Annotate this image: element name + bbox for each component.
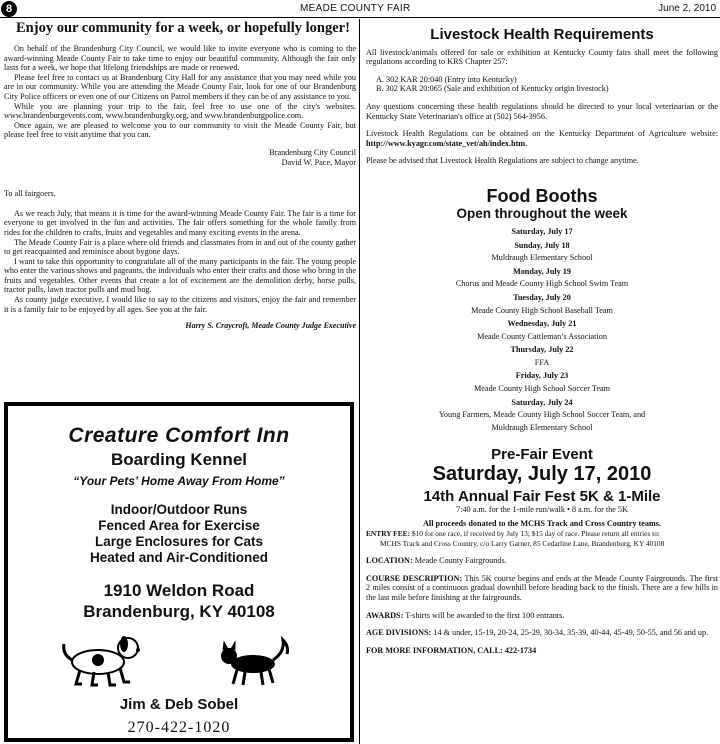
schedule-event: Muldraugh Elementary School (491, 422, 593, 432)
prefair-times: 7:40 a.m. for the 1-mile run/walk • 8 a.m. for the 5K (456, 505, 628, 515)
column-divider (359, 19, 360, 744)
livestock-intro: All livestock/animals offered for sale or exhibition at Kentucky County fairs shall meet the following regulations according to KRS Chapter 257: (366, 47, 718, 67)
regulation-item: B. 302 KAR 20:065 (Sale and exhibition of Kentucky origin livestock) (376, 84, 609, 94)
schedule-event: FFA (534, 357, 550, 367)
left-column (4, 20, 356, 331)
race-location: LOCATION: Meade County Fairgrounds. (366, 556, 507, 566)
schedule-event: Young Farmers, Meade County High School Soccer Team, and (438, 410, 646, 420)
livestock-advisory: Please be advised that Livestock Health Regulations are subject to change anytime. (366, 156, 639, 166)
schedule-day: Tuesday, July 20 (513, 292, 571, 302)
schedule-day: Friday, July 23 (515, 371, 569, 381)
regulation-item: A. 302 KAR 20:040 (Entry into Kentucky) (376, 74, 517, 84)
age-divisions: AGE DIVISIONS: 14 & under, 15-19, 20-24, 25-29, 30-34, 35-39, 40-44, 45-49, 50-55, and 56 and up. (366, 628, 709, 638)
race-awards: AWARDS: T-shirts will be awarded to the first 100 entrants. (366, 610, 565, 620)
issue-date: June 2, 2010 (658, 3, 716, 14)
ad-feature: Indoor/Outdoor Runs (110, 502, 248, 517)
schedule-day: Saturday, July 17 (511, 226, 573, 236)
judge-paragraph: As county judge executive, I would like to say to the citizens and visitors, enjoy the fair and remember it is a family fair to be enjoyed by all ages. See you at the fair. (4, 295, 356, 314)
council-paragraph: While you are planning your trip to the fair, feel free to use one of the city's websites. www.brandenburgevents.com, www.brandenburgky.org, and www.brandenburgpolice.com. (4, 101, 356, 121)
schedule-day: Sunday, July 18 (514, 240, 570, 250)
judge-paragraph: The Meade County Fair is a place where old friends and classmates from in and out of the county gather to get reacquainted and reminisce about bygone days. (4, 237, 356, 257)
council-paragraph: Please feel free to contact us at Brandenburg City Hall for any assistance that you may need while you are in our community. While you are attending the Meade County Fair, look for one of our Brandenburg City Police officers or even one of our Citizens on Patrol members if they can be of any assistance to you. (4, 72, 356, 101)
council-signature-line2: David W. Pace, Mayor (281, 157, 356, 167)
prefair-date: Saturday, July 17, 2010 (432, 463, 652, 486)
food-booths-heading: Food Booths (486, 185, 598, 206)
schedule-day: Wednesday, July 21 (507, 319, 577, 329)
schedule-day: Monday, July 19 (512, 266, 571, 276)
ad-pets-art (8, 630, 350, 692)
schedule-event: Meade County High School Soccer Team (474, 384, 610, 394)
council-signature-line1: Brandenburg City Council (269, 147, 356, 157)
judge-paragraph: I want to take this opportunity to congratulate all of the many participants in the fair. The young people who enter the various shows and pageants, the individuals who enter their crafts and those who bring in the fruits and vegetables. Other events that create a lot of excitement are the demolition derby, horse pulls, tractor pulls, lawn tractor pulls and mud bog. (4, 256, 356, 295)
council-paragraph: Once again, we are pleased to welcome you to our community to visit the Meade County Fair, but please feel free to visit anytime that you can. (4, 120, 356, 140)
schedule-event: Meade County Cattleman’s Association (477, 331, 607, 341)
ad-address (8, 580, 350, 622)
more-info: FOR MORE INFORMATION, CALL: 422-1734 (366, 645, 537, 655)
ad-feature: Fenced Area for Exercise (98, 518, 260, 533)
judge-paragraph: As we reach July, that means it is time for the award-winning Meade County Fair. The fair is a time for everyone to get involved in the fun and activities. The fair offers something for the whole family from rides for the children to crafts, fruits and vegetables and many exciting events in the arena. (4, 208, 356, 237)
schedule-event: Muldraugh Elementary School (491, 253, 593, 263)
kyagr-link[interactable]: http://www.kyagr.com/state_vet/ah/index.htm (366, 138, 526, 148)
ad-owners: Jim & Deb Sobel (119, 696, 239, 713)
livestock-heading: Livestock Health Requirements (430, 26, 654, 43)
ad-business-name: Creature Comfort Inn (68, 424, 290, 447)
prefair-donation-note: All proceeds donated to the MCHS Track and Cross Country teams. (423, 519, 661, 529)
regulation-list (366, 75, 718, 94)
right-column (366, 20, 718, 655)
ad-address-line1: 1910 Weldon Road (103, 581, 255, 600)
cat-icon (213, 632, 293, 690)
ad-feature: Heated and Air-Conditioned (90, 550, 268, 565)
food-booths-subheading: Open throughout the week (456, 205, 628, 221)
page-header (0, 0, 720, 18)
ad-tagline: “Your Pets’ Home Away From Home” (73, 474, 285, 488)
schedule-day: Saturday, July 24 (511, 397, 573, 407)
letter-greeting: To all fairgoers, (4, 189, 56, 199)
council-signature (4, 148, 356, 167)
welcome-heading: Enjoy our community for a week, or hopefully longer! (16, 20, 350, 36)
entry-fee: ENTRY FEE: $10 for one race, if received by July 13; $15 day of race. Please return all entries to: (366, 529, 660, 539)
entry-address: MCHS Track and Cross Country, c/o Larry Garner, 85 Cedarline Lane, Brandenburg, KY 40108 (380, 538, 665, 548)
course-description: COURSE DESCRIPTION: This 5K course begins and ends at the Meade County Fairgrounds. The first 2 miles consist of a continuous gradual downhill before heading back to the finish. There are a few hills in the last mile before finishing at the fairgrounds. (366, 573, 718, 602)
judge-signature: Harry S. Craycroft, Meade County Judge Executive (185, 321, 356, 331)
schedule-event: Meade County High School Baseball Team (471, 305, 613, 315)
schedule-day: Thursday, July 22 (510, 345, 574, 355)
livestock-questions: Any questions concerning these health regulations should be directed to your local veterinarian or the Kentucky State Veterinarian's office at (502) 564-3956. (366, 101, 718, 121)
ad-features (8, 502, 350, 566)
kennel-advertisement (4, 402, 354, 742)
prefair-event-name: 14th Annual Fair Fest 5K & 1-Mile (423, 488, 661, 506)
ad-address-line2: Brandenburg, KY 40108 (83, 602, 275, 621)
schedule-event: Chorus and Meade County High School Swim Team (455, 279, 629, 289)
ad-phone: 270-422-1020 (127, 719, 231, 736)
ad-kennel-label: Boarding Kennel (110, 450, 247, 469)
publication-title: MEADE COUNTY FAIR (300, 3, 411, 14)
livestock-obtain: Livestock Health Regulations can be obtained on the Kentucky Department of Agriculture website: http://www.kyagr.com/state_vet/ah/index.htm. (366, 129, 718, 148)
dog-icon (58, 630, 148, 690)
council-paragraph: On behalf of the Brandenburg City Council, we would like to invite everyone who is coming to the award-winning Meade County Fair to take time to enjoy our beautiful community. Although the fair only lasts for a week, we hope that lifelong friendships are made or renewed. (4, 44, 356, 73)
ad-feature: Large Enclosures for Cats (94, 534, 264, 549)
food-booth-schedule (366, 226, 718, 435)
page-number: 8 (1, 1, 17, 17)
prefair-heading: Pre-Fair Event (491, 446, 593, 464)
